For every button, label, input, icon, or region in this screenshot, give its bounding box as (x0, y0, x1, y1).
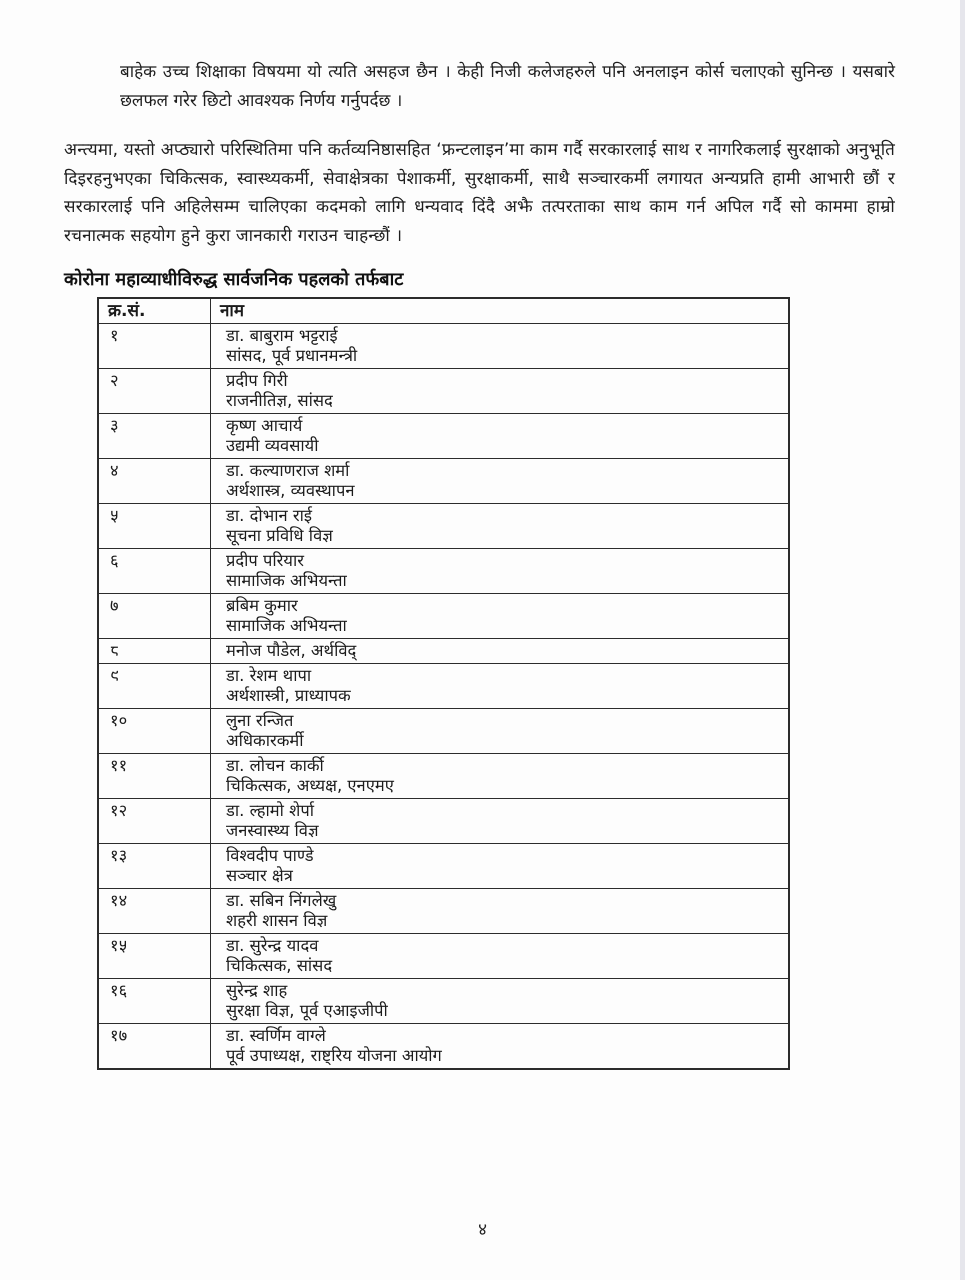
row-serial: १७ (98, 1024, 211, 1070)
row-description: सूचना प्रविधि विज्ञ (226, 526, 333, 545)
row-name: प्रदीप गिरी (226, 371, 288, 390)
row-name: विश्वदीप पाण्डे (226, 846, 314, 865)
table-row (98, 1024, 789, 1070)
table-row (98, 979, 789, 1024)
row-description: राजनीतिज्ञ, सांसद (226, 391, 333, 410)
row-description: जनस्वास्थ्य विज्ञ (226, 821, 319, 840)
table-row (98, 504, 789, 549)
table-row (98, 664, 789, 709)
row-serial: ८ (98, 639, 211, 664)
row-description: सञ्चार क्षेत्र (226, 866, 293, 885)
row-serial: ९ (98, 664, 211, 709)
table-row (98, 639, 789, 664)
row-serial: १२ (98, 799, 211, 844)
table-row (98, 889, 789, 934)
row-serial: ५ (98, 504, 211, 549)
row-serial: १३ (98, 844, 211, 889)
table-row (98, 369, 789, 414)
row-description: शहरी शासन विज्ञ (226, 911, 328, 930)
row-description: अधिकारकर्मी (226, 731, 304, 750)
row-name: डा. सुरेन्द्र यादव (226, 936, 319, 955)
table-row (98, 934, 789, 979)
row-name: डा. सबिन निंगलेखु (226, 891, 337, 910)
row-serial: ३ (98, 414, 211, 459)
row-name: ब्रबिम कुमार (226, 596, 298, 615)
table-row (98, 709, 789, 754)
table-row (98, 324, 789, 369)
row-name: डा. कल्याणराज शर्मा (226, 461, 350, 480)
scan-edge-strip (960, 0, 965, 1280)
row-name: डा. ल्हामो शेर्पा (226, 801, 314, 820)
row-serial: १५ (98, 934, 211, 979)
signatories-table-header (98, 298, 789, 324)
signatories-table-body (98, 324, 789, 1070)
row-serial: १६ (98, 979, 211, 1024)
row-name: कृष्ण आचार्य (226, 416, 303, 435)
row-description: अर्थशास्त्र, व्यवस्थापन (226, 481, 355, 500)
table-heading: कोरोना महाव्याधीविरुद्ध सार्वजनिक पहलको तर्फबाट (64, 269, 404, 290)
row-serial: १४ (98, 889, 211, 934)
row-serial: ४ (98, 459, 211, 504)
row-name: मनोज पौडेल, अर्थविद् (226, 641, 357, 660)
row-description: चिकित्सक, सांसद (226, 956, 333, 975)
table-row (98, 799, 789, 844)
column-header-serial: क्र.सं. (98, 298, 211, 324)
row-description: सामाजिक अभियन्ता (226, 616, 347, 635)
table-row (98, 844, 789, 889)
header-row (98, 298, 789, 324)
row-name: डा. लोचन कार्की (226, 756, 324, 775)
table-row (98, 754, 789, 799)
table-row (98, 459, 789, 504)
table-row (98, 414, 789, 459)
row-serial: ६ (98, 549, 211, 594)
row-serial: ७ (98, 594, 211, 639)
row-name: डा. रेशम थापा (226, 666, 312, 685)
row-name: डा. बाबुराम भट्टराई (226, 326, 338, 345)
row-name: डा. दोभान राई (226, 506, 313, 525)
row-description: सांसद, पूर्व प्रधानमन्त्री (226, 346, 358, 365)
row-name: लुना रन्जित (226, 711, 294, 730)
row-description: पूर्व उपाध्यक्ष, राष्ट्रिय योजना आयोग (226, 1046, 442, 1065)
row-description: चिकित्सक, अध्यक्ष, एनएमए (226, 776, 394, 795)
closing-paragraph: अन्त्यमा, यस्तो अप्ठ्यारो परिस्थितिमा पनि कर्तव्यनिष्ठासहित ‘फ्रन्टलाइन’मा काम गर्दै सरकारलाई साथ र नागरिकलाई सुरक्षाको अनुभूति दिइरहनुभएका चिकित्सक, स्वास्थ्यकर्मी, सेवाक्षेत्रका पेशाकर्मी, सुरक्षाकर्मी, साथै सञ्चारकर्मी लगायत अन्यप्रति हामी आभारी छौं र सरकारलाई पनि अहिलेसम्म चालिएका कदमको लागि धन्यवाद दिंदै अझै तत्परताका साथ काम गर्न अपिल गर्दै सो काममा हाम्रो रचनात्मक सहयोग हुने कुरा जानकारी गराउन चाहन्छौं । (64, 140, 895, 246)
row-name: प्रदीप परियार (226, 551, 305, 570)
column-header-name: नाम (211, 298, 790, 324)
row-description: सुरक्षा विज्ञ, पूर्व एआइजीपी (226, 1001, 388, 1020)
page-content (64, 0, 895, 1070)
paragraph-continuation: बाहेक उच्च शिक्षाका विषयमा यो त्यति असहज छैन । केही निजी कलेजहरुले पनि अनलाइन कोर्स चलाएको सुनिन्छ । यसबारे छलफल गरेर छिटो आवश्यक निर्णय गर्नुपर्दछ । (120, 62, 895, 111)
row-description: सामाजिक अभियन्ता (226, 571, 347, 590)
row-name: सुरेन्द्र शाह (226, 981, 288, 1000)
row-serial: २ (98, 369, 211, 414)
table-row (98, 594, 789, 639)
row-name: डा. स्वर्णिम वाग्ले (226, 1026, 326, 1045)
row-serial: ११ (98, 754, 211, 799)
table-row (98, 549, 789, 594)
row-serial: १ (98, 324, 211, 369)
page-number: ४ (478, 1220, 487, 1240)
signatories-table (97, 297, 790, 1070)
row-description: अर्थशास्त्री, प्राध्यापक (226, 686, 351, 705)
row-description: उद्यमी व्यवसायी (226, 436, 319, 455)
row-serial: १० (98, 709, 211, 754)
